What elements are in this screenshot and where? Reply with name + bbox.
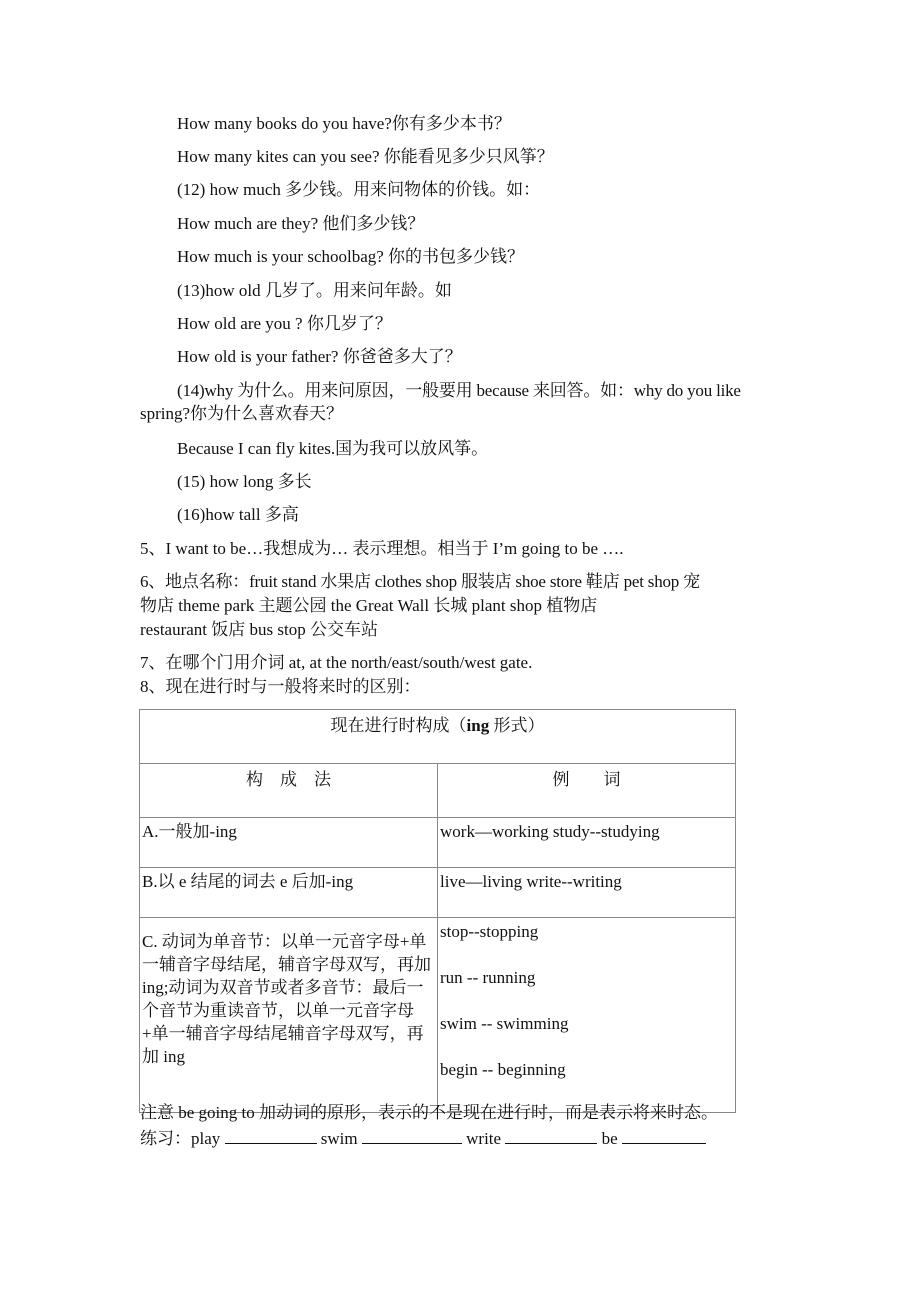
text-line: (12) how much 多少钱。用来问物体的价钱。如： — [177, 180, 541, 199]
example: run -- running — [440, 968, 536, 987]
exercise-word: swim — [320, 1129, 358, 1148]
text-line: How old are you ? 你几岁了？ — [177, 314, 392, 333]
text-line: restaurant 饭店 bus stop 公交车站 — [140, 620, 378, 639]
answer-blank[interactable] — [362, 1127, 462, 1144]
example: stop--stopping — [440, 922, 539, 941]
text-line: spring?你为什么喜欢春天？ — [140, 404, 344, 423]
column-header: 构 成 法 — [140, 764, 438, 818]
text-line: 8、现在进行时与一般将来时的区别： — [140, 677, 421, 696]
text-line: 6、地点名称：fruit stand 水果店 clothes shop 服装店 shoe store 鞋店 pet shop 宠 — [140, 572, 700, 591]
answer-blank[interactable] — [622, 1127, 706, 1144]
text-line: (14)why 为什么。用来问原因，一般要用 because 来回答。如：why do you like — [177, 381, 741, 400]
title-text: 形式） — [489, 716, 545, 735]
text-line: How old is your father? 你爸爸多大了？ — [177, 347, 462, 366]
example-cell: work—working study--studying — [438, 818, 736, 868]
example: begin -- beginning — [440, 1060, 566, 1079]
note-text: 注意 be going to 加动词的原形，表示的不是现在进行时，而是表示将来时态。 — [140, 1103, 718, 1122]
table-row — [140, 818, 736, 868]
example-cell: live—living write--writing — [438, 868, 736, 918]
exercise-line — [140, 1127, 706, 1150]
text-line: How much are they? 他们多少钱？ — [177, 214, 425, 233]
text-line: How much is your schoolbag? 你的书包多少钱？ — [177, 247, 525, 266]
answer-blank[interactable] — [225, 1127, 317, 1144]
rule-cell: B.以 e 结尾的词去 e 后加-ing — [140, 868, 438, 918]
rule-cell: A.一般加-ing — [140, 818, 438, 868]
exercise-word: be — [601, 1129, 618, 1148]
answer-blank[interactable] — [505, 1127, 597, 1144]
text-line: (16)how tall 多高 — [177, 505, 299, 524]
text-line: (15) how long 多长 — [177, 472, 312, 491]
table-row — [140, 918, 736, 1113]
text-line: 5、I want to be…我想成为… 表示理想。相当于 I’m going to be …. — [140, 539, 624, 558]
title-text: 现在进行时构成（ — [330, 716, 467, 735]
text-line: 7、在哪个门用介词 at, at the north/east/south/west gate. — [140, 653, 533, 672]
exercise-label: 练习： — [140, 1129, 191, 1148]
text-line: (13)how old 几岁了。用来问年龄。如 — [177, 281, 452, 300]
table-title — [140, 710, 736, 764]
ing-form-table — [139, 709, 736, 1113]
text-line: How many books do you have?你有多少本书？ — [177, 114, 511, 133]
rule-cell: C. 动词为单音节：以单一元音字母+单一辅音字母结尾，辅音字母双写，再加 ing;动词为双音节或者多音节：最后一个音节为重读音节，以单一元音字母+单一辅音字母结尾辅音字母双写，再加 ing — [140, 918, 438, 1113]
example-cell — [438, 918, 736, 1113]
text-line: Because I can fly kites.国为我可以放风筝。 — [177, 439, 489, 458]
exercise-word: play — [191, 1129, 221, 1148]
text-line: How many kites can you see? 你能看见多少只风筝？ — [177, 147, 554, 166]
title-bold: ing — [466, 716, 490, 735]
example: swim -- swimming — [440, 1014, 569, 1033]
column-header: 例 词 — [438, 764, 736, 818]
exercise-word: write — [466, 1129, 502, 1148]
table-row — [140, 868, 736, 918]
text-line: 物店 theme park 主题公园 the Great Wall 长城 plant shop 植物店 — [140, 596, 598, 615]
